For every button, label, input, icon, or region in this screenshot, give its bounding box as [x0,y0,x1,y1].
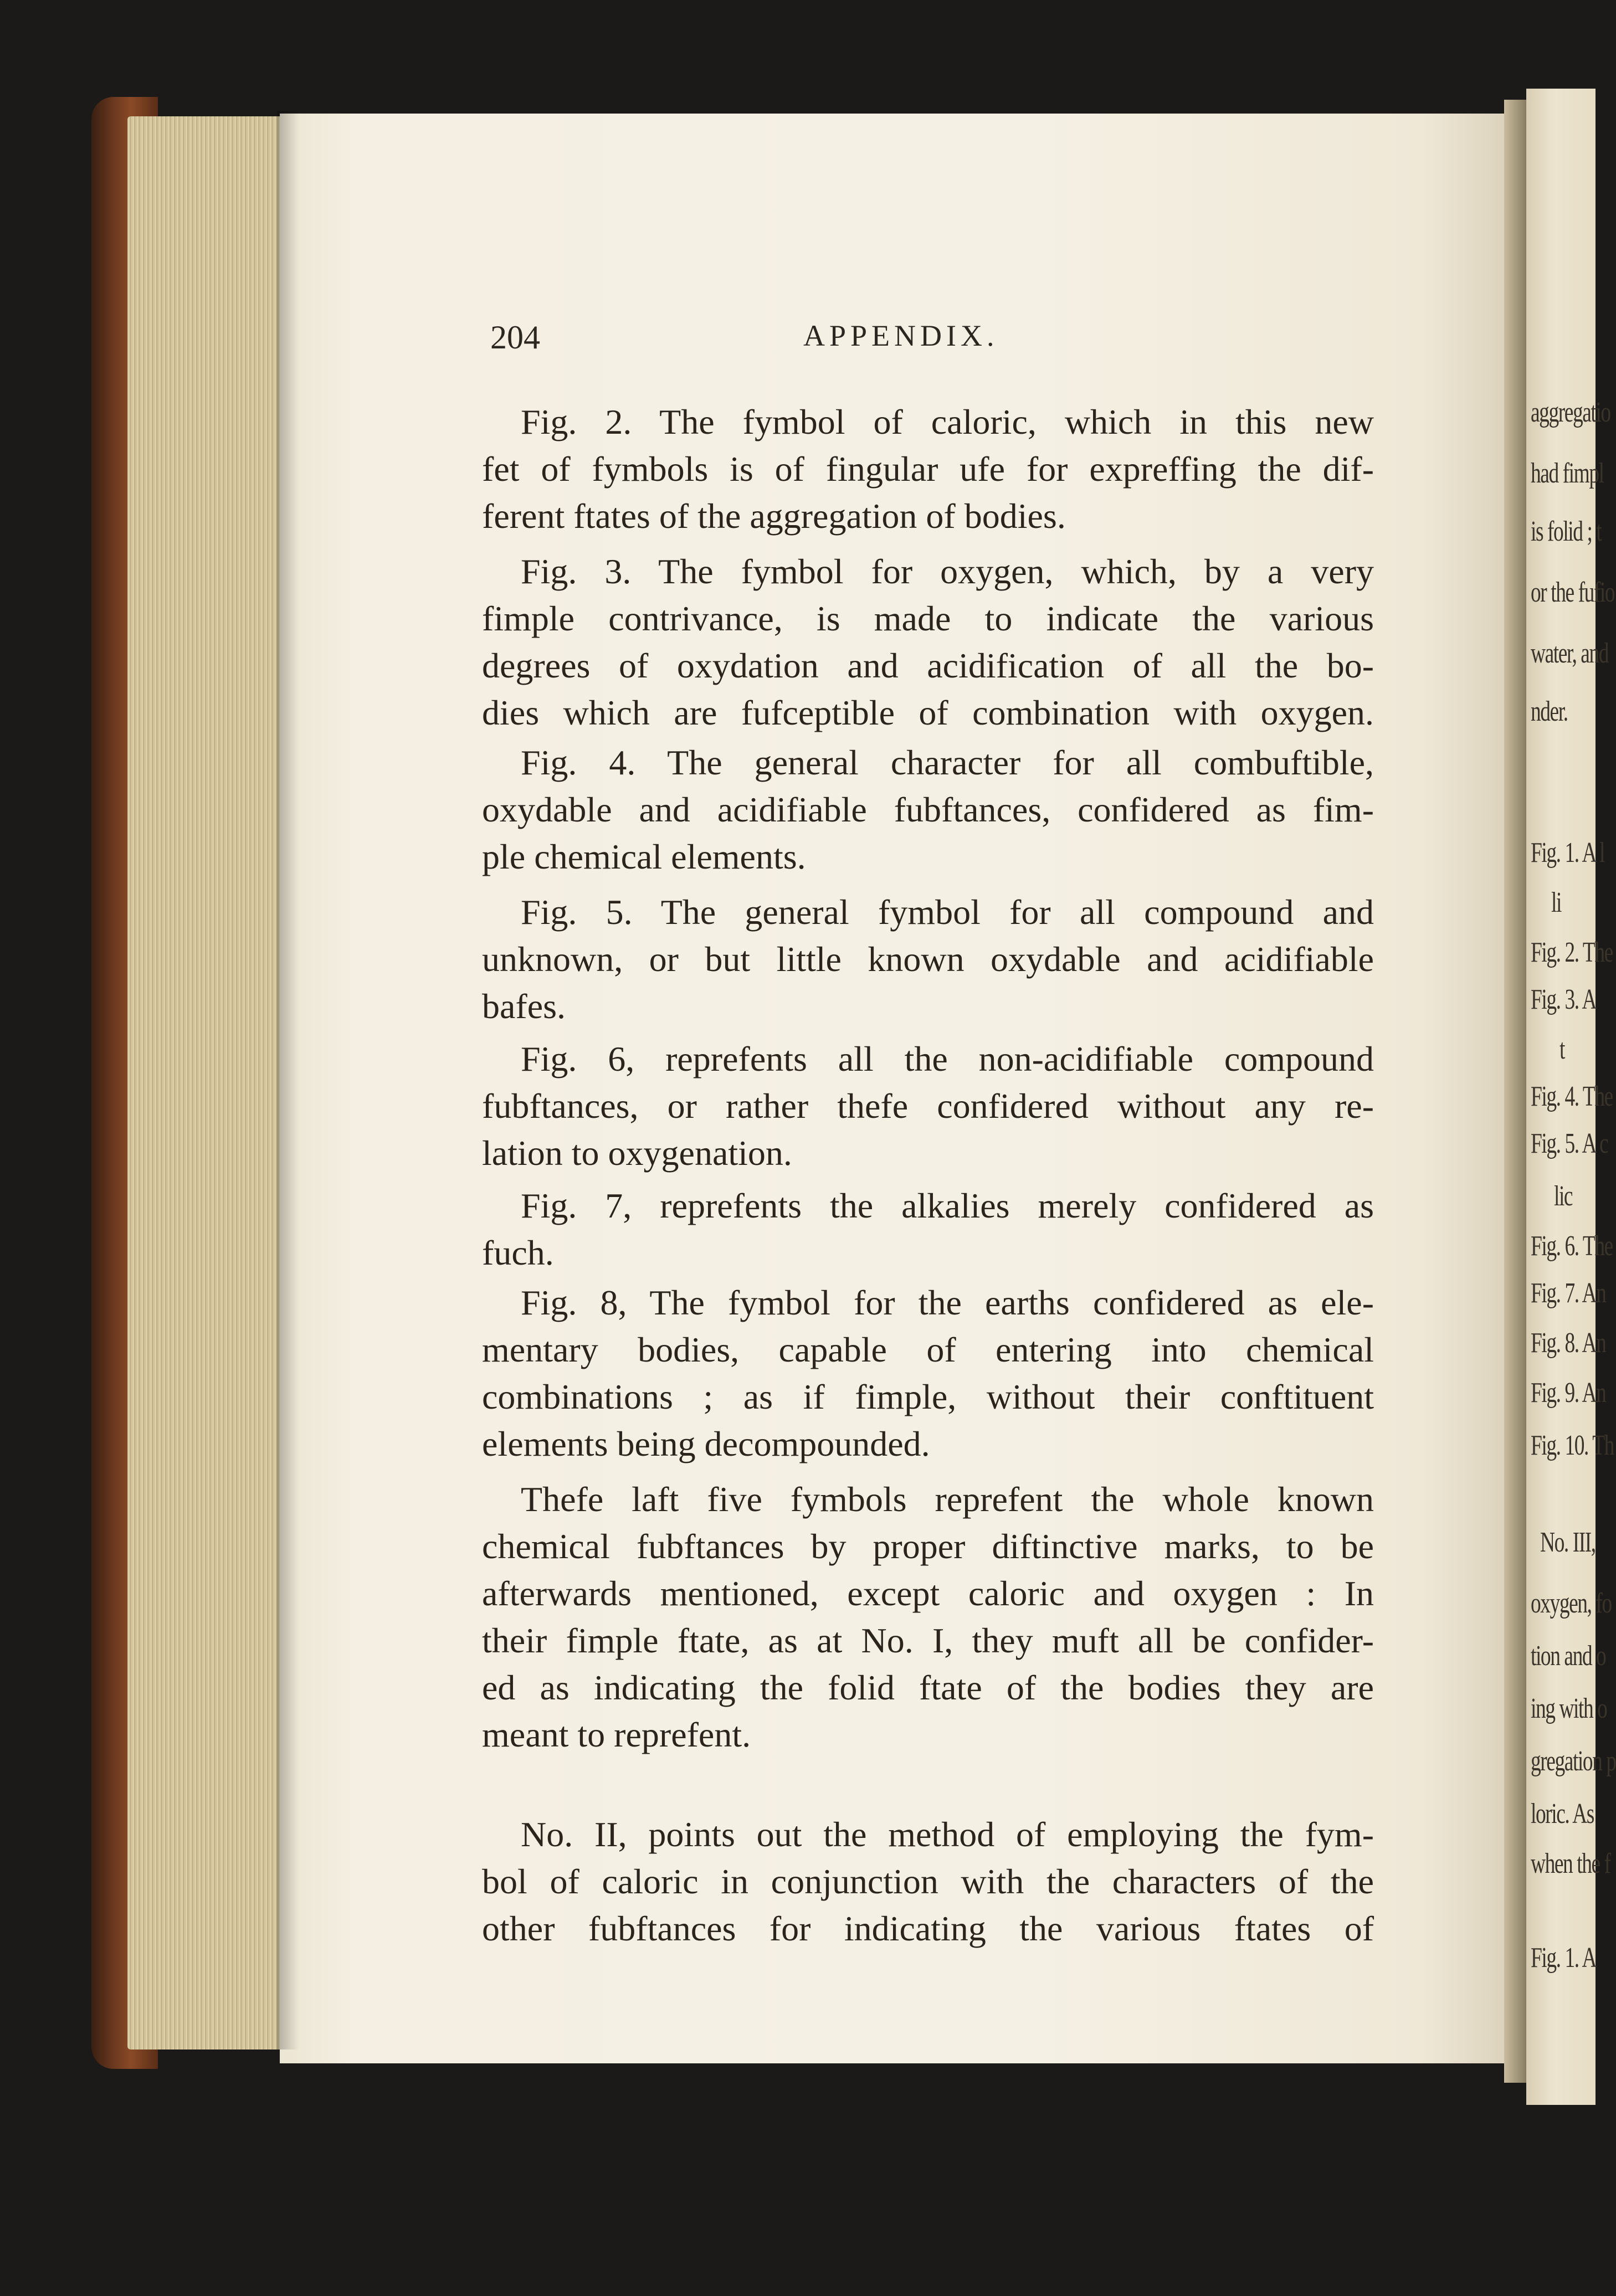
text-line: elements being decompounded. [482,1424,930,1463]
text-line: meant to reprefent. [482,1715,751,1754]
text-line: ed as indicating the folid ftate of the bodies they are [482,1668,1374,1707]
facing-page-line: Fig. 2. The [1531,937,1613,968]
text-line: Fig. 7, reprefents the alkalies merely confidered as [521,1186,1374,1225]
text-line: Fig. 4. The general character for all combuftible, [521,743,1374,782]
facing-page-line: nder. [1531,696,1568,727]
facing-page-line: Fig. 6. The [1531,1230,1613,1262]
text-line: chemical fubftances by proper diftinctive marks, to be [482,1527,1374,1566]
text-line: their fimple ftate, as at No. I, they muft all be confider- [482,1621,1374,1660]
running-title: APPENDIX. [803,319,999,352]
facing-page-line: Fig. 1. A l [1531,837,1604,869]
text-line: No. II, points out the method of employing the fym- [521,1815,1374,1854]
text-line: Fig. 6, reprefents all the non-acidifiable compound [521,1039,1374,1078]
facing-page-line: Fig. 9. An [1531,1377,1606,1409]
facing-page-line: oxygen, fo [1531,1588,1612,1619]
facing-page-line: Fig. 3. A [1531,984,1597,1015]
text-line: mentary bodies, capable of entering into chemical [482,1330,1374,1369]
text-line: ple chemical elements. [482,837,806,876]
facing-page-line: loric. As [1531,1798,1594,1830]
text-line: lation to oxygenation. [482,1133,792,1173]
text-line: unknown, or but little known oxydable and acidifiable [482,939,1374,979]
text-line: oxydable and acidifiable fubftances, confidered as fim- [482,790,1374,829]
facing-page-line: Fig. 1. A [1531,1942,1597,1974]
text-line: degrees of oxydation and acidification of all the bo- [482,646,1374,685]
text-line: fuch. [482,1233,554,1272]
text-line: dies which are fufceptible of combination with oxygen. [482,693,1374,732]
facing-page-line: or the fufio [1531,577,1615,608]
text-line: afterwards mentioned, except caloric and oxygen : In [482,1574,1374,1613]
facing-page-line: ing with o [1531,1693,1607,1724]
facing-page-line: Fig. 5. A c [1531,1128,1608,1159]
text-line: Fig. 2. The fymbol of caloric, which in this new [521,402,1374,441]
text-line: ferent ftates of the aggregation of bodies. [482,496,1066,536]
facing-page-line: is folid ; t [1531,516,1602,547]
facing-page-line: gregation p [1531,1745,1616,1777]
facing-page-line: water, and [1531,638,1609,669]
facing-page-line: lic [1554,1180,1573,1212]
facing-page-line: Fig. 10. Th [1531,1430,1614,1461]
text-line: Thefe laft five fymbols reprefent the whole known [521,1480,1374,1519]
facing-page-line: Fig. 7. An [1531,1277,1606,1309]
facing-page-line: No. III, [1540,1527,1596,1558]
facing-page-line: when the f [1531,1848,1610,1879]
facing-page-line: Fig. 4. The [1531,1081,1613,1112]
page-number: 204 [490,319,540,356]
text-line: other fubftances for indicating the various ftates of [482,1909,1374,1948]
facing-page-line: tion and o [1531,1640,1606,1672]
text-line: Fig. 8, The fymbol for the earths confidered as ele- [521,1283,1374,1322]
text-line: combinations ; as if fimple, without their conftituent [482,1377,1374,1416]
text-line: Fig. 5. The general fymbol for all compound and [521,892,1374,932]
facing-page-line: Fig. 8. An [1531,1327,1606,1359]
text-line: bol of caloric in conjunction with the characters of the [482,1862,1374,1901]
text-line: fimple contrivance, is made to indicate the various [482,599,1374,638]
facing-page-line: had fimpl [1531,458,1604,489]
facing-page-line: li [1551,887,1561,918]
facing-page-line: aggregatio [1531,397,1610,428]
text-line: fet of fymbols is of fingular ufe for expreffing the dif- [482,449,1374,489]
text-line: bafes. [482,987,566,1026]
facing-page-line: t [1559,1034,1564,1065]
text-line: fubftances, or rather thefe confidered without any re- [482,1086,1374,1126]
text-line: Fig. 3. The fymbol for oxygen, which, by a very [521,552,1374,591]
